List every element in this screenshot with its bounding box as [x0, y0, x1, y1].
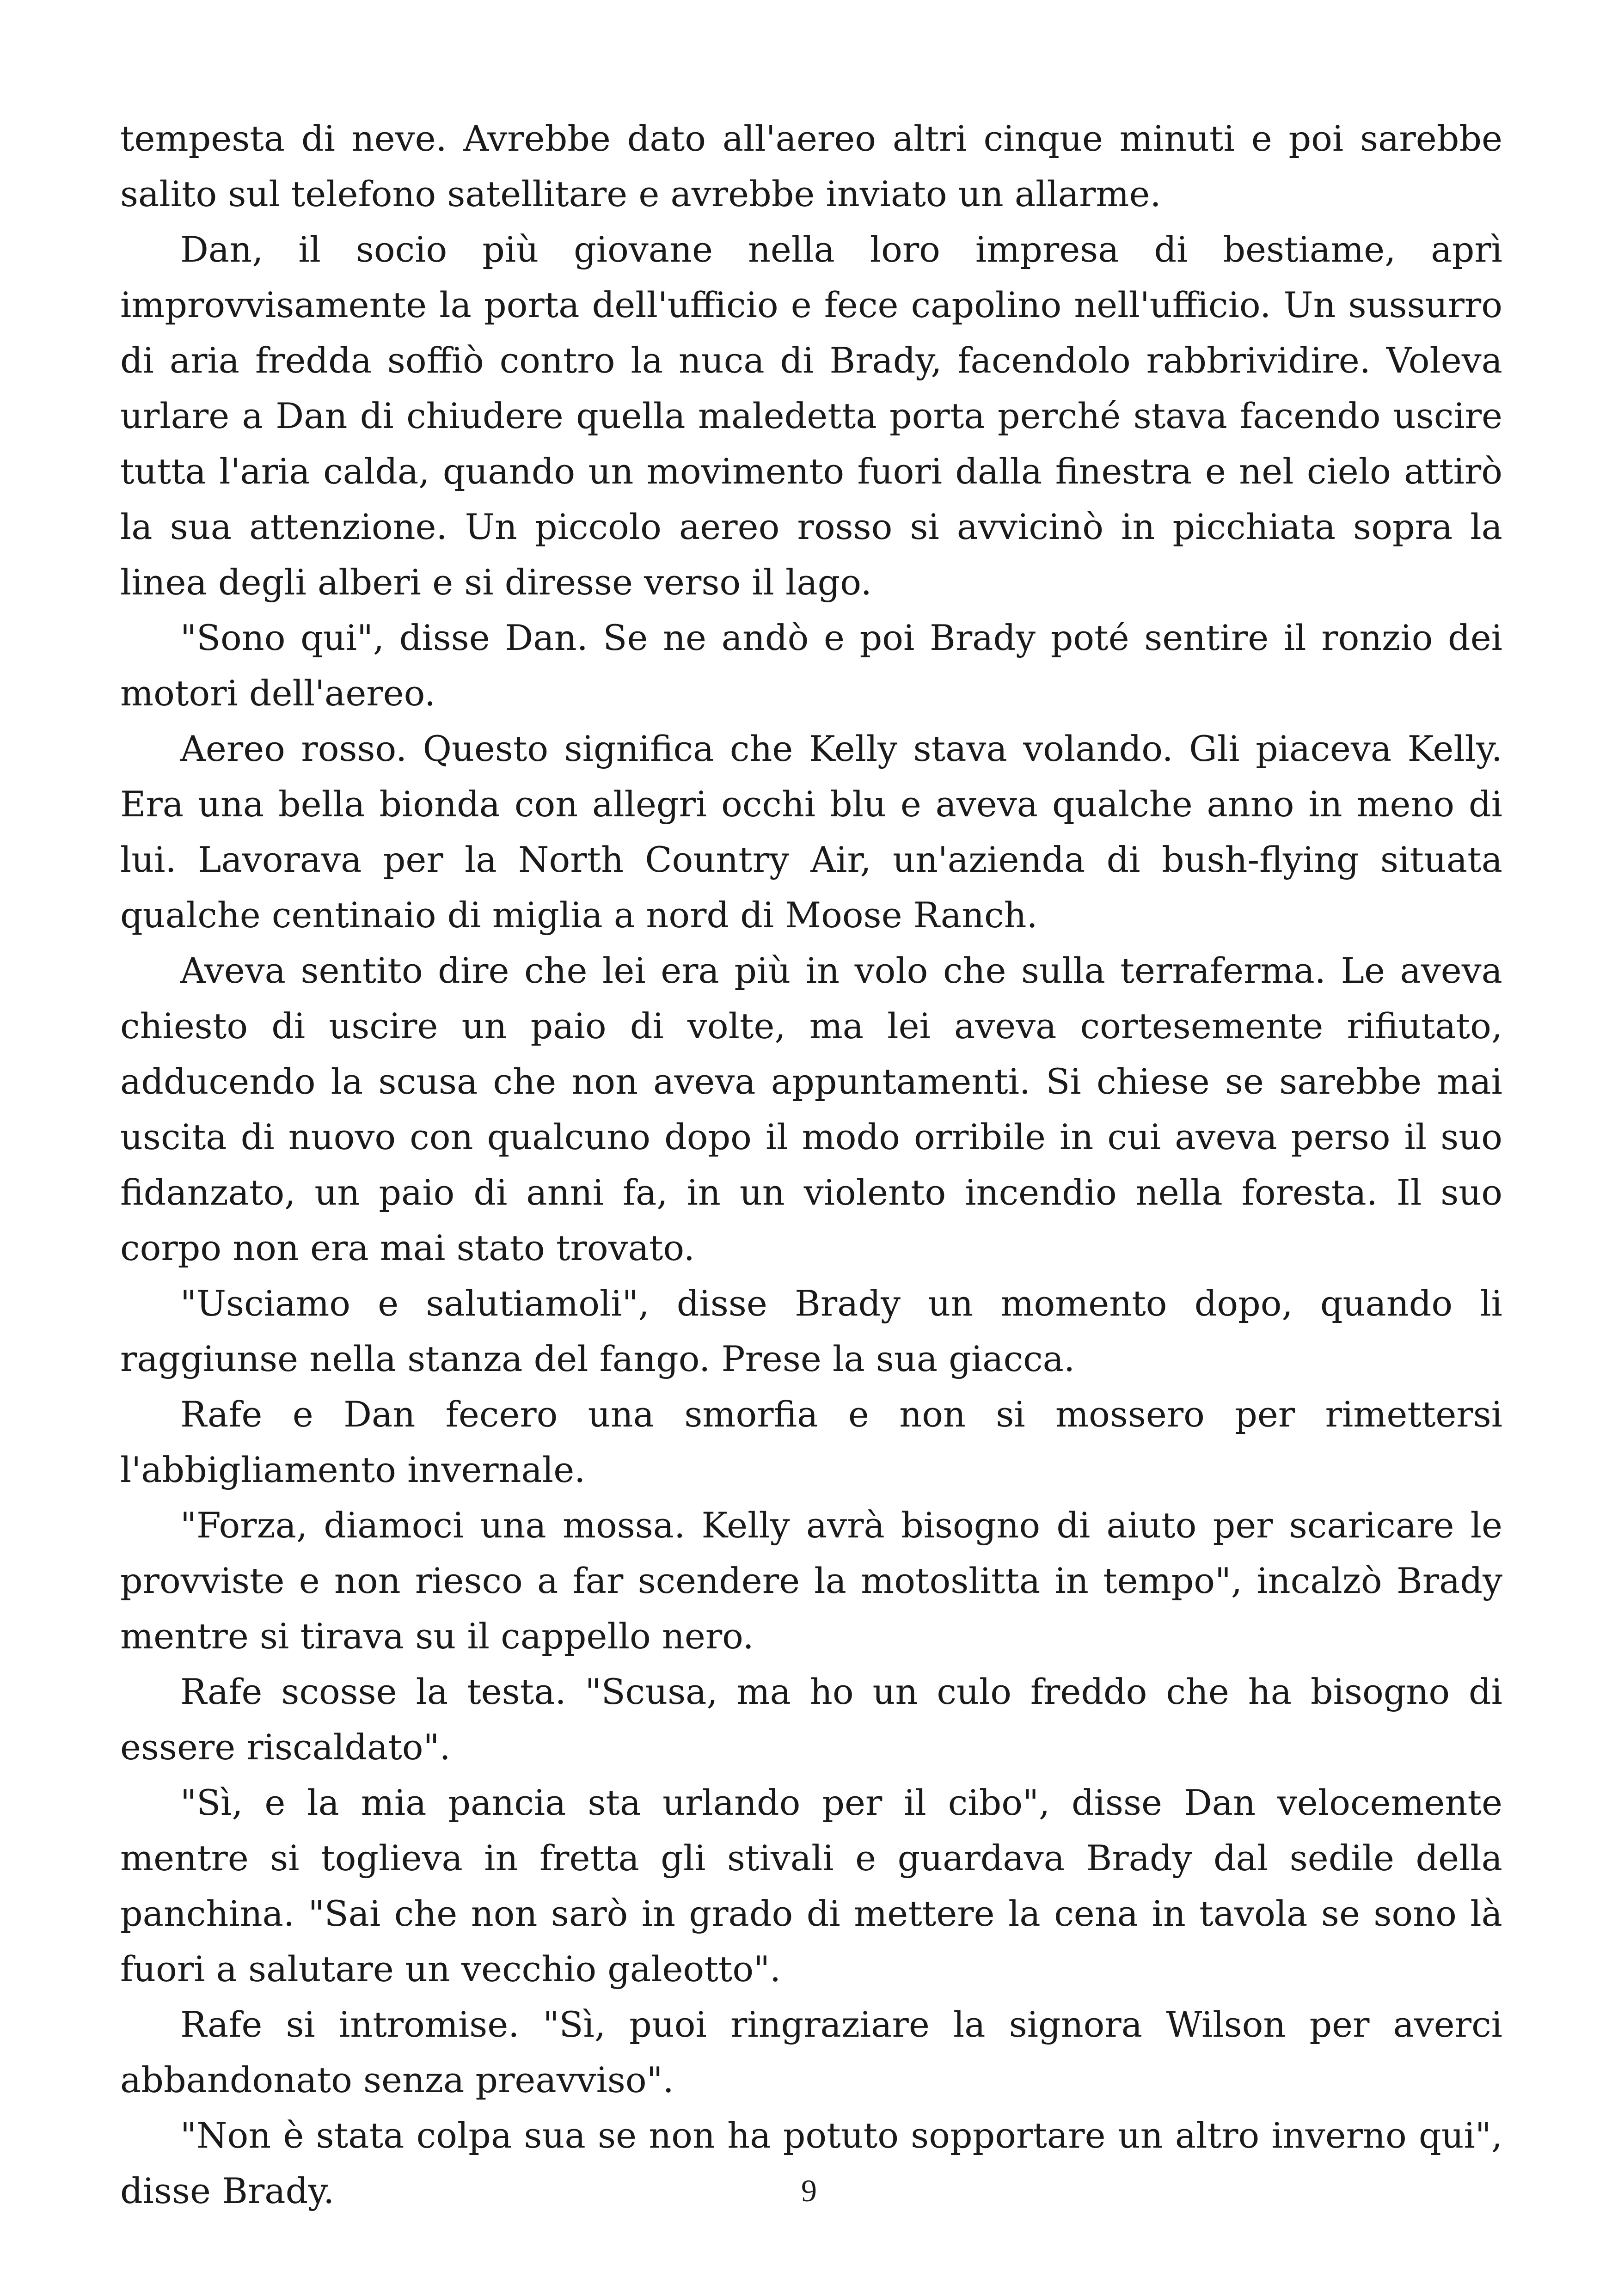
paragraph: Aereo rosso. Questo significa che Kelly stava volando. Gli piaceva Kelly. Era una bella bionda con allegri occhi blu e aveva qualche anno in meno di lui. Lavorava per la North Country Air, un'azienda di bush-flying situata qualche centinaio di miglia a nord di Moose Ranch. — [120, 728, 1502, 936]
paragraph: Rafe si intromise. "Sì, puoi ringraziare la signora Wilson per averci abbandonato senza preavviso". — [120, 2004, 1502, 2100]
paragraph: "Sì, e la mia pancia sta urlando per il cibo", disse Dan velocemente mentre si toglieva in fretta gli stivali e guardava Brady dal sedile della panchina. "Sai che non sarò in grado di mettere la cena in tavola se sono là fuori a salutare un vecchio galeotto". — [120, 1782, 1502, 1990]
paragraph: Aveva sentito dire che lei era più in volo che sulla terraferma. Le aveva chiesto di uscire un paio di volte, ma lei aveva cortesemente rifiutato, adducendo la scusa che non aveva appuntamenti. Si chiese se sarebbe mai uscita di nuovo con qualcuno dopo il modo orribile in cui aveva perso il suo fidanzato, un paio di anni fa, in un violento incendio nella foresta. Il suo corpo non era mai stato trovato. — [120, 950, 1502, 1268]
paragraph: "Sono qui", disse Dan. Se ne andò e poi Brady poté sentire il ronzio dei motori dell'aereo. — [120, 617, 1502, 714]
paragraph: Dan, il socio più giovane nella loro impresa di bestiame, aprì improvvisamente la porta dell'ufficio e fece capolino nell'ufficio. Un sussurro di aria fredda soffiò contro la nuca di Brady, facendolo rabbrividire. Voleva urlare a Dan di chiudere quella maledetta porta perché stava facendo uscire tutta l'aria calda, quando un movimento fuori dalla finestra e nel cielo attirò la sua attenzione. Un piccolo aereo rosso si avvicinò in picchiata sopra la linea degli alberi e si diresse verso il lago. — [120, 229, 1502, 603]
paragraph: tempesta di neve. Avrebbe dato all'aereo altri cinque minuti e poi sarebbe salito sul telefono satellitare e avrebbe inviato un allarme. — [120, 118, 1502, 214]
paragraph: "Usciamo e salutiamoli", disse Brady un momento dopo, quando li raggiunse nella stanza del fango. Prese la sua giacca. — [120, 1283, 1502, 1379]
paragraph: Rafe e Dan fecero una smorfia e non si mossero per rimettersi l'abbigliamento invernale. — [120, 1394, 1502, 1490]
paragraph: Rafe scosse la testa. "Scusa, ma ho un culo freddo che ha bisogno di essere riscaldato". — [120, 1671, 1502, 1768]
page-body — [120, 111, 1502, 2219]
paragraph: "Non è stata colpa sua se non ha potuto sopportare un altro inverno qui", disse Brady. — [120, 2115, 1502, 2211]
paragraph: "Forza, diamoci una mossa. Kelly avrà bisogno di aiuto per scaricare le provviste e non riesco a far scendere la motoslitta in tempo", incalzò Brady mentre si tirava su il cappello nero. — [120, 1505, 1502, 1657]
page-number: 9 — [801, 2173, 817, 2208]
